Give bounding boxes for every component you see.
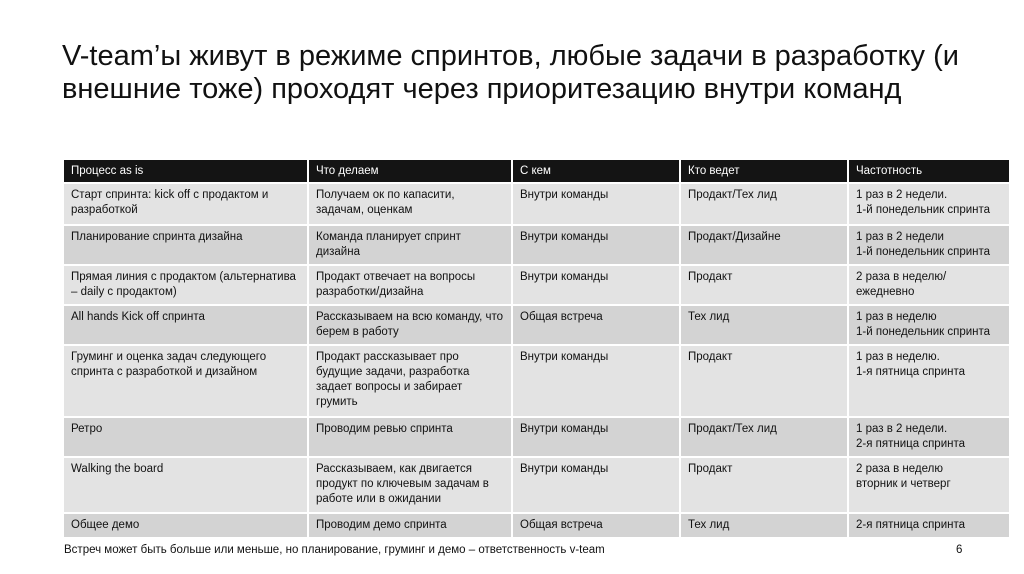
- table-row: [64, 305, 1009, 345]
- table-row: [64, 225, 1009, 265]
- cell-lead: Продакт/Тех лид: [680, 417, 848, 457]
- footer-note: Встреч может быть больше или меньше, но планирование, груминг и демо – ответственность v-team: [64, 544, 605, 556]
- header-what: Что делаем: [308, 160, 512, 183]
- table-row: [64, 183, 1009, 225]
- cell-lead: Продакт/Тех лид: [680, 183, 848, 225]
- cell-frequency: 1 раз в 2 недели. 2-я пятница спринта: [848, 417, 1009, 457]
- cell-with-whom: Внутри команды: [512, 345, 680, 417]
- cell-with-whom: Внутри команды: [512, 265, 680, 305]
- cell-what: Команда планирует спринт дизайна: [308, 225, 512, 265]
- header-with-whom: С кем: [512, 160, 680, 183]
- cell-process: Груминг и оценка задач следующего спринта с разработкой и дизайном: [64, 345, 308, 417]
- table-header-row: [64, 160, 1009, 183]
- cell-process: Прямая линия с продактом (альтернатива – daily с продактом): [64, 265, 308, 305]
- cell-lead: Продакт: [680, 265, 848, 305]
- header-frequency: Частотность: [848, 160, 1009, 183]
- slide-title: V-team’ы живут в режиме спринтов, любые задачи в разработку (и внешние тоже) проходят через приоритезацию внутри команд: [62, 40, 959, 105]
- cell-with-whom: Общая встреча: [512, 513, 680, 537]
- header-lead: Кто ведет: [680, 160, 848, 183]
- cell-frequency: 1 раз в 2 недели. 1-й понедельник спринта: [848, 183, 1009, 225]
- cell-process: Планирование спринта дизайна: [64, 225, 308, 265]
- cell-with-whom: Общая встреча: [512, 305, 680, 345]
- cell-frequency: 1 раз в неделю 1-й понедельник спринта: [848, 305, 1009, 345]
- cell-process: Walking the board: [64, 457, 308, 513]
- cell-lead: Тех лид: [680, 305, 848, 345]
- cell-frequency: 2-я пятница спринта: [848, 513, 1009, 537]
- cell-what: Рассказываем, как двигается продукт по ключевым задачам в работе или в ожидании: [308, 457, 512, 513]
- table-row: [64, 417, 1009, 457]
- table-row: [64, 457, 1009, 513]
- cell-with-whom: Внутри команды: [512, 417, 680, 457]
- cell-lead: Тех лид: [680, 513, 848, 537]
- cell-with-whom: Внутри команды: [512, 183, 680, 225]
- process-table: [64, 160, 1009, 537]
- table-row: [64, 513, 1009, 537]
- cell-process: All hands Kick off спринта: [64, 305, 308, 345]
- table-row: [64, 345, 1009, 417]
- cell-process: Старт спринта: kick off с продактом и разработкой: [64, 183, 308, 225]
- cell-with-whom: Внутри команды: [512, 457, 680, 513]
- cell-frequency: 2 раза в неделю/ежедневно: [848, 265, 1009, 305]
- cell-process: Общее демо: [64, 513, 308, 537]
- cell-frequency: 1 раз в неделю. 1-я пятница спринта: [848, 345, 1009, 417]
- cell-with-whom: Внутри команды: [512, 225, 680, 265]
- cell-what: Проводим демо спринта: [308, 513, 512, 537]
- table-row: [64, 265, 1009, 305]
- cell-lead: Продакт/Дизайне: [680, 225, 848, 265]
- cell-lead: Продакт: [680, 345, 848, 417]
- cell-what: Продакт отвечает на вопросы разработки/дизайна: [308, 265, 512, 305]
- cell-frequency: 2 раза в неделю вторник и четверг: [848, 457, 1009, 513]
- cell-frequency: 1 раз в 2 недели 1-й понедельник спринта: [848, 225, 1009, 265]
- cell-what: Получаем ок по капасити, задачам, оценкам: [308, 183, 512, 225]
- page-number: 6: [956, 544, 963, 556]
- cell-what: Продакт рассказывает про будущие задачи, разработка задает вопросы и забирает грумить: [308, 345, 512, 417]
- cell-lead: Продакт: [680, 457, 848, 513]
- header-process: Процесс as is: [64, 160, 308, 183]
- cell-what: Проводим ревью спринта: [308, 417, 512, 457]
- cell-process: Ретро: [64, 417, 308, 457]
- cell-what: Рассказываем на всю команду, что берем в работу: [308, 305, 512, 345]
